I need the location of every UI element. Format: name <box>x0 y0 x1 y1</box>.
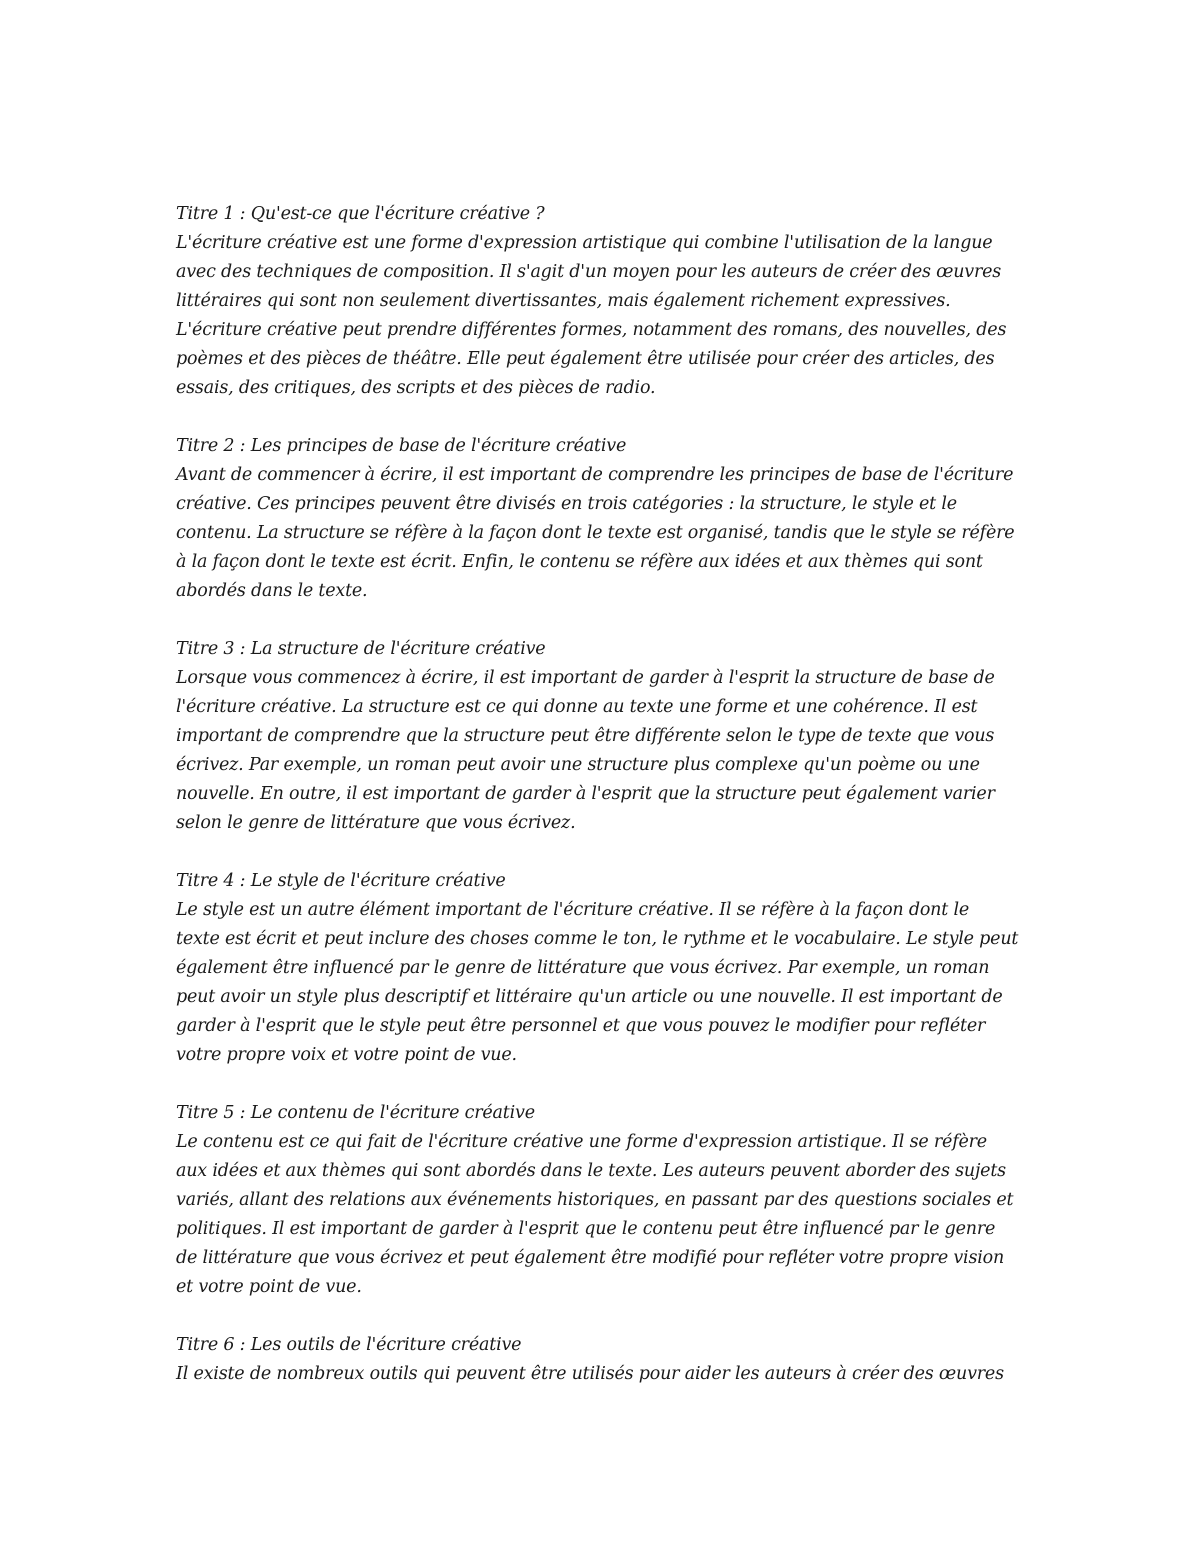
paragraph-line: politiques. Il est important de garder à l'esprit que le contenu peut être influencé par le genre <box>176 1219 996 1239</box>
section-5 <box>176 1099 1036 1302</box>
paragraph-line: contenu. La structure se réfère à la façon dont le texte est organisé, tandis que le style se réfère <box>176 523 1015 543</box>
paragraph-line: l'écriture créative. La structure est ce qui donne au texte une forme et une cohérence. Il est <box>176 697 978 717</box>
paragraph-line: de littérature que vous écrivez et peut également être modifié pour refléter votre propre vision <box>176 1248 1005 1268</box>
paragraph-line: selon le genre de littérature que vous écrivez. <box>176 813 576 833</box>
paragraph-line: important de comprendre que la structure peut être différente selon le type de texte que vous <box>176 726 995 746</box>
section-heading: Titre 4 : Le style de l'écriture créative <box>176 871 506 891</box>
paragraph-line: Il existe de nombreux outils qui peuvent être utilisés pour aider les auteurs à créer des œuvres <box>176 1364 1004 1384</box>
paragraph-line: texte est écrit et peut inclure des choses comme le ton, le rythme et le vocabulaire. Le style peut <box>176 929 1019 949</box>
paragraph-line: aux idées et aux thèmes qui sont abordés dans le texte. Les auteurs peuvent aborder des sujets <box>176 1161 1006 1181</box>
paragraph-line: garder à l'esprit que le style peut être personnel et que vous pouvez le modifier pour refléter <box>176 1016 986 1036</box>
paragraph-line: Le style est un autre élément important de l'écriture créative. Il se réfère à la façon dont le <box>176 900 969 920</box>
section-heading: Titre 6 : Les outils de l'écriture créative <box>176 1335 522 1355</box>
paragraph-line: variés, allant des relations aux événements historiques, en passant par des questions sociales et <box>176 1190 1014 1210</box>
section-2 <box>176 432 1036 606</box>
paragraph-line: avec des techniques de composition. Il s'agit d'un moyen pour les auteurs de créer des œuvres <box>176 262 1002 282</box>
section-4 <box>176 867 1036 1070</box>
paragraph-line: littéraires qui sont non seulement divertissantes, mais également richement expressives. <box>176 291 951 311</box>
section-heading: Titre 3 : La structure de l'écriture créative <box>176 639 546 659</box>
paragraph-line: abordés dans le texte. <box>176 581 368 601</box>
paragraph-line: L'écriture créative est une forme d'expression artistique qui combine l'utilisation de la langue <box>176 233 993 253</box>
section-1 <box>176 200 1036 403</box>
paragraph-line: nouvelle. En outre, il est important de garder à l'esprit que la structure peut également varier <box>176 784 995 804</box>
paragraph-line: Le contenu est ce qui fait de l'écriture créative une forme d'expression artistique. Il se réfère <box>176 1132 987 1152</box>
section-6 <box>176 1331 1036 1389</box>
paragraph-line: et votre point de vue. <box>176 1277 362 1297</box>
document-body <box>176 200 1036 1389</box>
paragraph-line: L'écriture créative peut prendre différentes formes, notamment des romans, des nouvelles, des <box>176 320 1007 340</box>
paragraph-line: essais, des critiques, des scripts et des pièces de radio. <box>176 378 656 398</box>
paragraph-line: votre propre voix et votre point de vue. <box>176 1045 517 1065</box>
paragraph-line: peut avoir un style plus descriptif et littéraire qu'un article ou une nouvelle. Il est important de <box>176 987 1003 1007</box>
paragraph-line: écrivez. Par exemple, un roman peut avoir une structure plus complexe qu'un poème ou une <box>176 755 980 775</box>
paragraph-line: à la façon dont le texte est écrit. Enfin, le contenu se réfère aux idées et aux thèmes qui sont <box>176 552 983 572</box>
paragraph-line: poèmes et des pièces de théâtre. Elle peut également être utilisée pour créer des articles, des <box>176 349 995 369</box>
paragraph-line: Avant de commencer à écrire, il est important de comprendre les principes de base de l'écriture <box>176 465 1014 485</box>
paragraph-line: Lorsque vous commencez à écrire, il est important de garder à l'esprit la structure de base de <box>176 668 995 688</box>
paragraph-line: également être influencé par le genre de littérature que vous écrivez. Par exemple, un roman <box>176 958 990 978</box>
section-heading: Titre 5 : Le contenu de l'écriture créative <box>176 1103 535 1123</box>
section-heading: Titre 2 : Les principes de base de l'écriture créative <box>176 436 627 456</box>
section-3 <box>176 635 1036 838</box>
section-heading: Titre 1 : Qu'est-ce que l'écriture créative ? <box>176 204 545 224</box>
paragraph-line: créative. Ces principes peuvent être divisés en trois catégories : la structure, le style et le <box>176 494 957 514</box>
